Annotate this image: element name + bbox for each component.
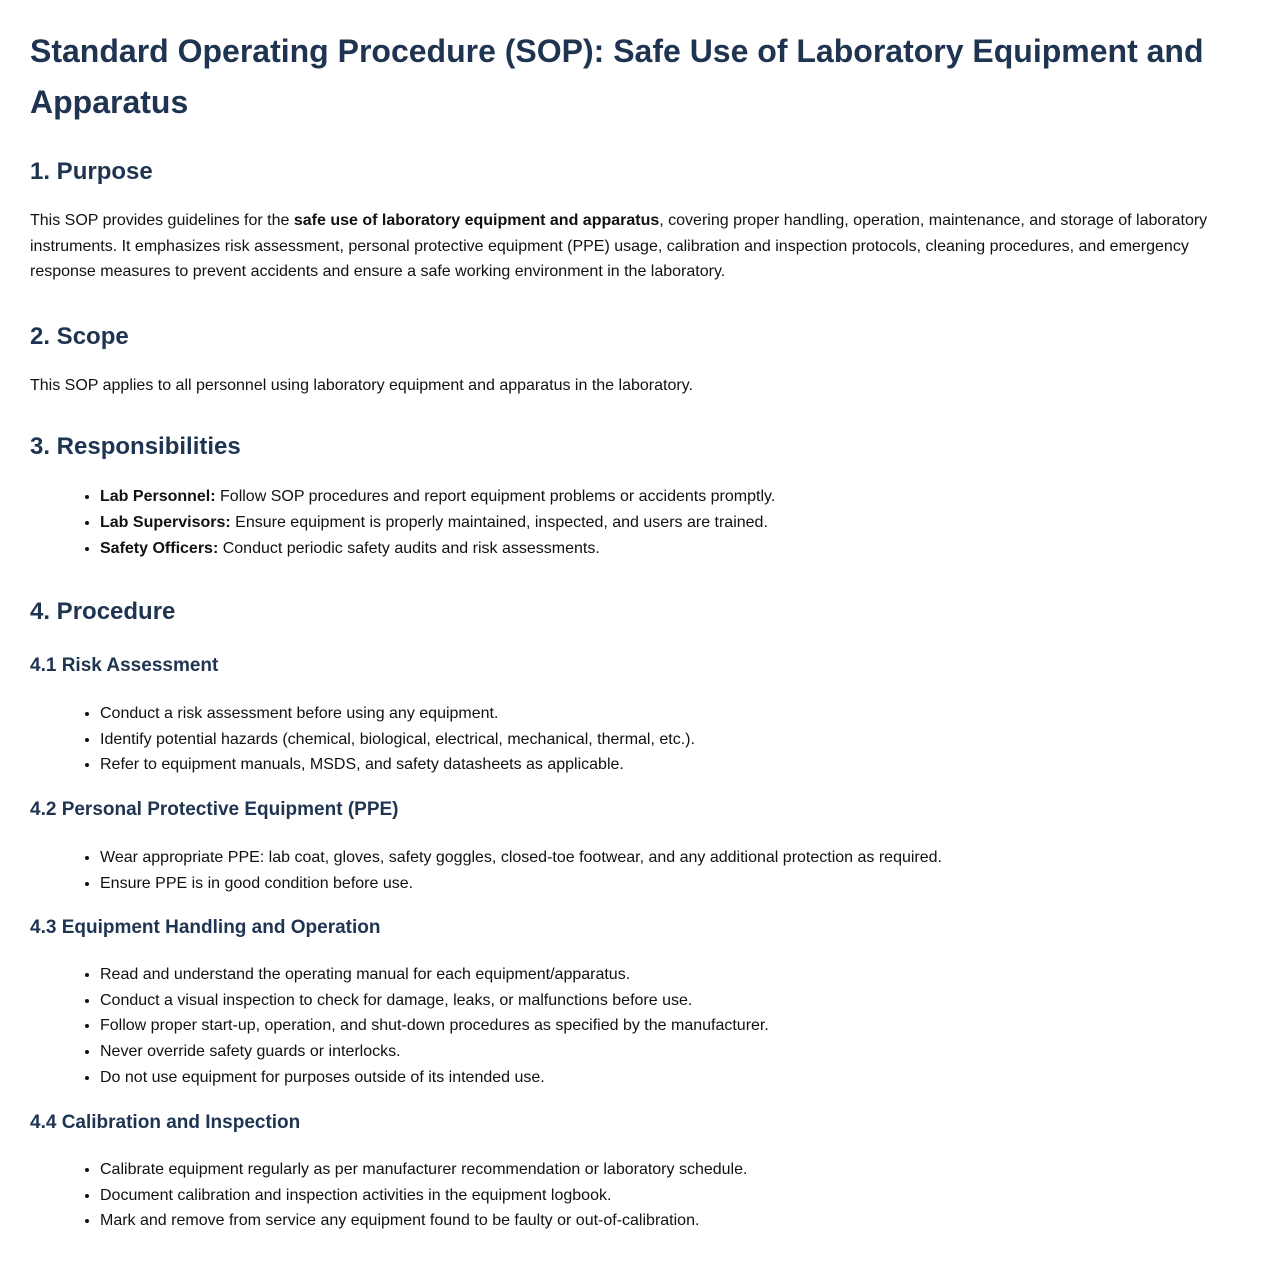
- equipment-handling-list: [30, 962, 1233, 1090]
- list-item: • Wear appropriate PPE: lab coat, gloves, safety goggles, closed-toe footwear, and any additional protection as required.: [100, 845, 1233, 871]
- calibration-heading: 4.4 Calibration and Inspection: [30, 1112, 301, 1134]
- list-item: [100, 484, 1233, 510]
- list-item: • Mark and remove from service any equipment found to be faulty or out-of-calibration.: [100, 1208, 1233, 1234]
- ppe-heading: 4.2 Personal Protective Equipment (PPE): [30, 798, 399, 820]
- list-item: • Conduct a visual inspection to check for damage, leaks, or malfunctions before use.: [100, 988, 1233, 1014]
- purpose-paragraph: [30, 208, 1233, 285]
- list-item: [100, 510, 1233, 536]
- role-label: Safety Officers:: [100, 539, 219, 557]
- list-item: • Read and understand the operating manual for each equipment/apparatus.: [100, 962, 1233, 988]
- purpose-text-end: , covering proper handling, operation, maintenance, and storage of laboratory instruments. It emphasizes risk assessment, personal protective equipment (PPE) usage, calibration and inspection protocols, cleaning procedures, and emergency response measures to prevent accidents and ensure a safe working environment in the laboratory.: [30, 212, 1208, 281]
- page-title: Standard Operating Procedure (SOP): Safe Use of Laboratory Equipment and Apparatus: [30, 33, 1204, 120]
- list-item: • Identify potential hazards (chemical, biological, electrical, mechanical, thermal, etc.).: [100, 727, 1233, 753]
- role-description: Ensure equipment is properly maintained, inspected, and users are trained.: [230, 513, 768, 531]
- list-item: • Follow proper start-up, operation, and shut-down procedures as specified by the manufacturer.: [100, 1013, 1233, 1039]
- list-item: • Conduct a risk assessment before using any equipment.: [100, 701, 1233, 727]
- scope-heading: 2. Scope: [30, 322, 129, 350]
- list-item: • Refer to equipment manuals, MSDS, and safety datasheets as applicable.: [100, 752, 1233, 778]
- responsibilities-heading: 3. Responsibilities: [30, 433, 241, 461]
- list-item: • Document calibration and inspection activities in the equipment logbook.: [100, 1183, 1233, 1209]
- scope-paragraph: This SOP applies to all personnel using laboratory equipment and apparatus in the laboratory.: [30, 376, 693, 394]
- calibration-list: [30, 1157, 1233, 1234]
- purpose-heading: 1. Purpose: [30, 158, 153, 185]
- risk-assessment-heading: 4.1 Risk Assessment: [30, 655, 219, 677]
- list-item: [100, 536, 1233, 562]
- ppe-list: [30, 845, 1233, 896]
- responsibilities-list: [30, 484, 1233, 561]
- purpose-text-emphasis: safe use of laboratory equipment and apparatus: [293, 212, 660, 229]
- list-item: • Do not use equipment for purposes outside of its intended use.: [100, 1065, 1233, 1091]
- list-item: • Calibrate equipment regularly as per manufacturer recommendation or laboratory schedule.: [100, 1157, 1233, 1183]
- role-description: Conduct periodic safety audits and risk assessments.: [218, 539, 600, 557]
- equipment-handling-heading: 4.3 Equipment Handling and Operation: [30, 917, 381, 939]
- role-description: Follow SOP procedures and report equipment problems or accidents promptly.: [215, 488, 776, 506]
- list-item: • Never override safety guards or interlocks.: [100, 1039, 1233, 1065]
- list-item: • Ensure PPE is in good condition before use.: [100, 871, 1233, 897]
- role-label: Lab Personnel:: [100, 488, 216, 506]
- procedure-heading: 4. Procedure: [30, 598, 176, 626]
- role-label: Lab Supervisors:: [100, 513, 231, 531]
- purpose-text-start: This SOP provides guidelines for the: [30, 212, 294, 229]
- risk-assessment-list: [30, 701, 1233, 778]
